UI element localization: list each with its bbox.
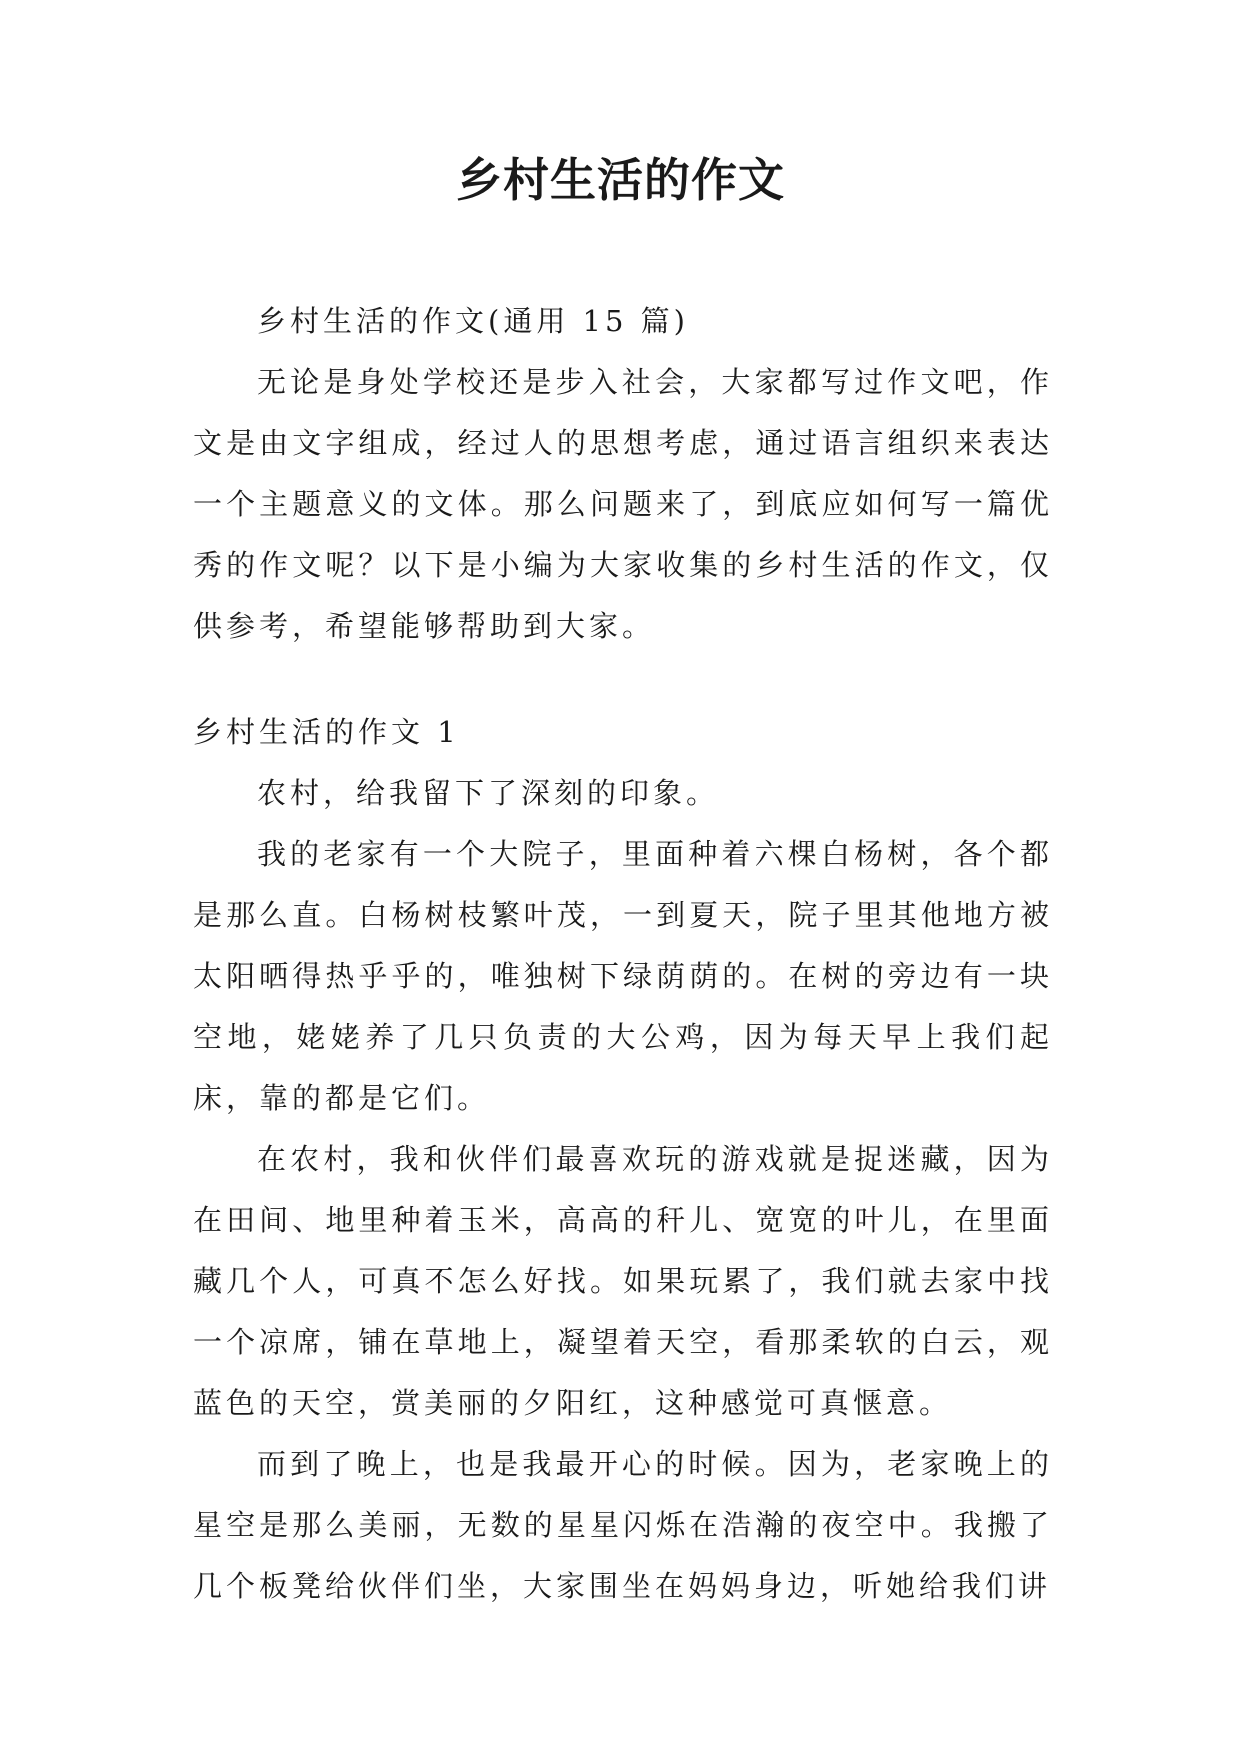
body-paragraph: 农村，给我留下了深刻的印象。 bbox=[257, 776, 720, 810]
body-paragraph: 我的老家有一个大院子，里面种着六棵白杨树，各个都是那么直。白杨树枝繁叶茂，一到夏天，院子里其他地方被太阳晒得热乎乎的，唯独树下绿荫荫的。在树的旁边有一块空地，姥姥养了几只负责的大公鸡，因为每天早上我们起床，靠的都是它们。 bbox=[193, 837, 1053, 1115]
document-subtitle: 乡村生活的作文(通用 15 篇) bbox=[257, 304, 689, 338]
body-paragraph: 在农村，我和伙伴们最喜欢玩的游戏就是捉迷藏，因为在田间、地里种着玉米，高高的秆儿、宽宽的叶儿，在里面藏几个人，可真不怎么好找。如果玩累了，我们就去家中找一个凉席，铺在草地上，凝望着天空，看那柔软的白云，观蓝色的天空，赏美丽的夕阳红，这种感觉可真惬意。 bbox=[193, 1142, 1053, 1420]
body-paragraph: 而到了晚上，也是我最开心的时候。因为，老家晚上的星空是那么美丽，无数的星星闪烁在浩瀚的夜空中。我搬了几个板凳给伙伴们坐，大家围坐在妈妈身边，听她给我们讲 bbox=[193, 1447, 1053, 1603]
intro-paragraph: 无论是身处学校还是步入社会，大家都写过作文吧，作文是由文字组成，经过人的思想考虑，通过语言组织来表达一个主题意义的文体。那么问题来了，到底应如何写一篇优秀的作文呢？以下是小编为大家收集的乡村生活的作文，仅供参考，希望能够帮助到大家。 bbox=[193, 365, 1053, 643]
section-spacer bbox=[193, 657, 1053, 702]
section-heading: 乡村生活的作文 1 bbox=[193, 715, 460, 749]
document-body bbox=[193, 291, 1053, 1617]
document-title: 乡村生活的作文 bbox=[456, 153, 785, 207]
